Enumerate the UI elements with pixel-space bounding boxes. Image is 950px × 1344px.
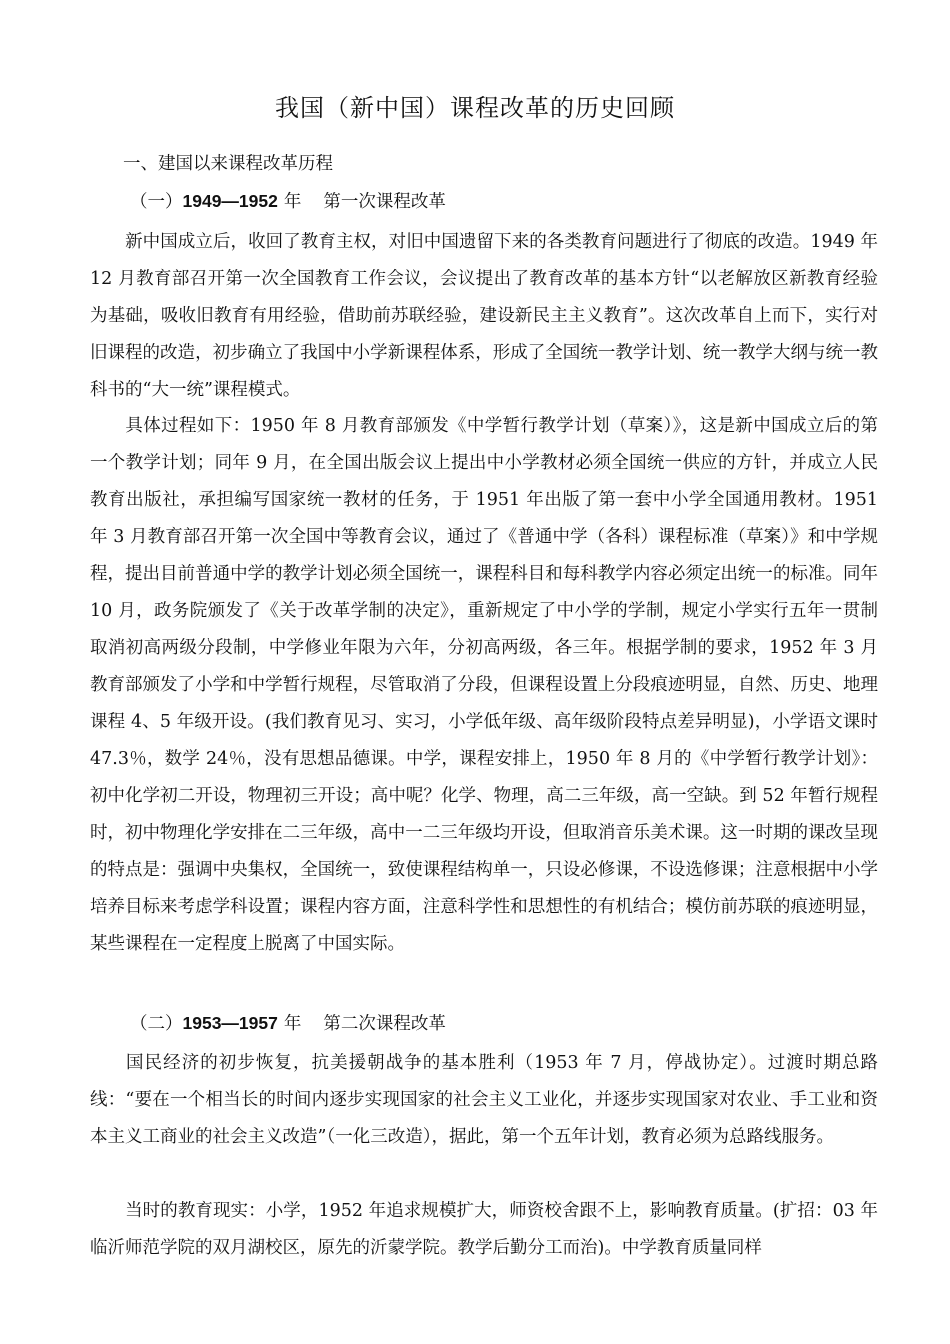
section-heading: 一、建国以来课程改革历程 — [123, 154, 333, 174]
paragraph-4 — [90, 1193, 878, 1267]
subsection-prefix: （一） — [130, 192, 183, 212]
paragraph-text: 国民经济的初步恢复，抗美援朝战争的基本胜利（1953 年 7 月，停战协定）。过渡时期总路线：“要在一个相当长的时间内逐步实现国家的社会主义工业化，并逐步实现国家对农业、手工业和资本主义工商业的社会主义改造”（一化三改造），据此，第一个五年计划，教育必须为总路线服务。 — [90, 1053, 878, 1147]
subsection-heading-2 — [130, 1009, 446, 1038]
paragraph-1 — [90, 224, 878, 409]
paragraph-3 — [90, 1045, 878, 1156]
subsection-name: 第二次课程改革 — [323, 1014, 446, 1034]
paragraph-text: 新中国成立后，收回了教育主权，对旧中国遗留下来的各类教育问题进行了彻底的改造。1949 年 12 月教育部召开第一次全国教育工作会议，会议提出了教育改革的基本方针“以老解放区新教育经验为基础，吸收旧教育有用经验，借助前苏联经验，建设新民主主义教育”。这次改革自上而下，实行对旧课程的改造，初步确立了我国中小学新课程体系，形成了全国统一教学计划、统一教学大纲与统一教科书的“大一统”课程模式。 — [90, 232, 878, 400]
subsection-year-word: 年 — [283, 1014, 302, 1034]
paragraph-2 — [90, 408, 878, 963]
subsection-years: 1949—1952 — [182, 191, 278, 211]
subsection-name: 第一次课程改革 — [323, 192, 446, 212]
subsection-heading-1 — [130, 187, 446, 216]
subsection-prefix: （二） — [130, 1014, 183, 1034]
paragraph-text: 当时的教育现实：小学，1952 年追求规模扩大，师资校舍跟不上，影响教育质量。(扩招：03 年临沂师范学院的双月湖校区，原先的沂蒙学院。教学后勤分工而治)。中学教育质量同样 — [90, 1201, 878, 1258]
paragraph-text: 具体过程如下：1950 年 8 月教育部颁发《中学暂行教学计划（草案）》，这是新中国成立后的第一个教学计划；同年 9 月，在全国出版会议上提出中小学教材必须全国统一供应的方针，并成立人民教育出版社，承担编写国家统一教材的任务，于 1951 年出版了第一套中小学全国通用教材。1951 年 3 月教育部召开第一次全国中等教育会议，通过了《普通中学（各科）课程标准（草案）》和中学规程，提出目前普通中学的教学计划必须全国统一，课程科目和每科教学内容必须定出统一的标准。同年 10 月，政务院颁发了《关于改革学制的决定》，重新规定了中小学的学制，规定小学实行五年一贯制取消初高两级分段制，中学修业年限为六年，分初高两级，各三年。根据学制的要求，1952 年 3 月教育部颁发了小学和中学暂行规程，尽管取消了分段，但课程设置上分段痕迹明显，自然、历史、地理课程 4、5 年级开设。(我们教育见习、实习，小学低年级、高年级阶段特点差异明显)，小学语文课时 47.3％，数学 24％，没有思想品德课。中学，课程安排上，1950 年 8 月的《中学暂行教学计划》：初中化学初二开设，物理初三开设；高中呢？化学、物理，高二三年级，高一空缺。到 52 年暂行规程时，初中物理化学安排在二三年级，高中一二三年级均开设，但取消音乐美术课。这一时期的课改呈现的特点是：强调中央集权，全国统一，致使课程结构单一，只设必修课，不设选修课；注意根据中小学培养目标来考虑学科设置；课程内容方面，注意科学性和思想性的有机结合；模仿前苏联的痕迹明显，某些课程在一定程度上脱离了中国实际。 — [90, 416, 878, 954]
subsection-years: 1953—1957 — [182, 1013, 278, 1033]
subsection-year-word: 年 — [283, 192, 302, 212]
document-title: 我国（新中国）课程改革的历史回顾 — [275, 94, 675, 122]
